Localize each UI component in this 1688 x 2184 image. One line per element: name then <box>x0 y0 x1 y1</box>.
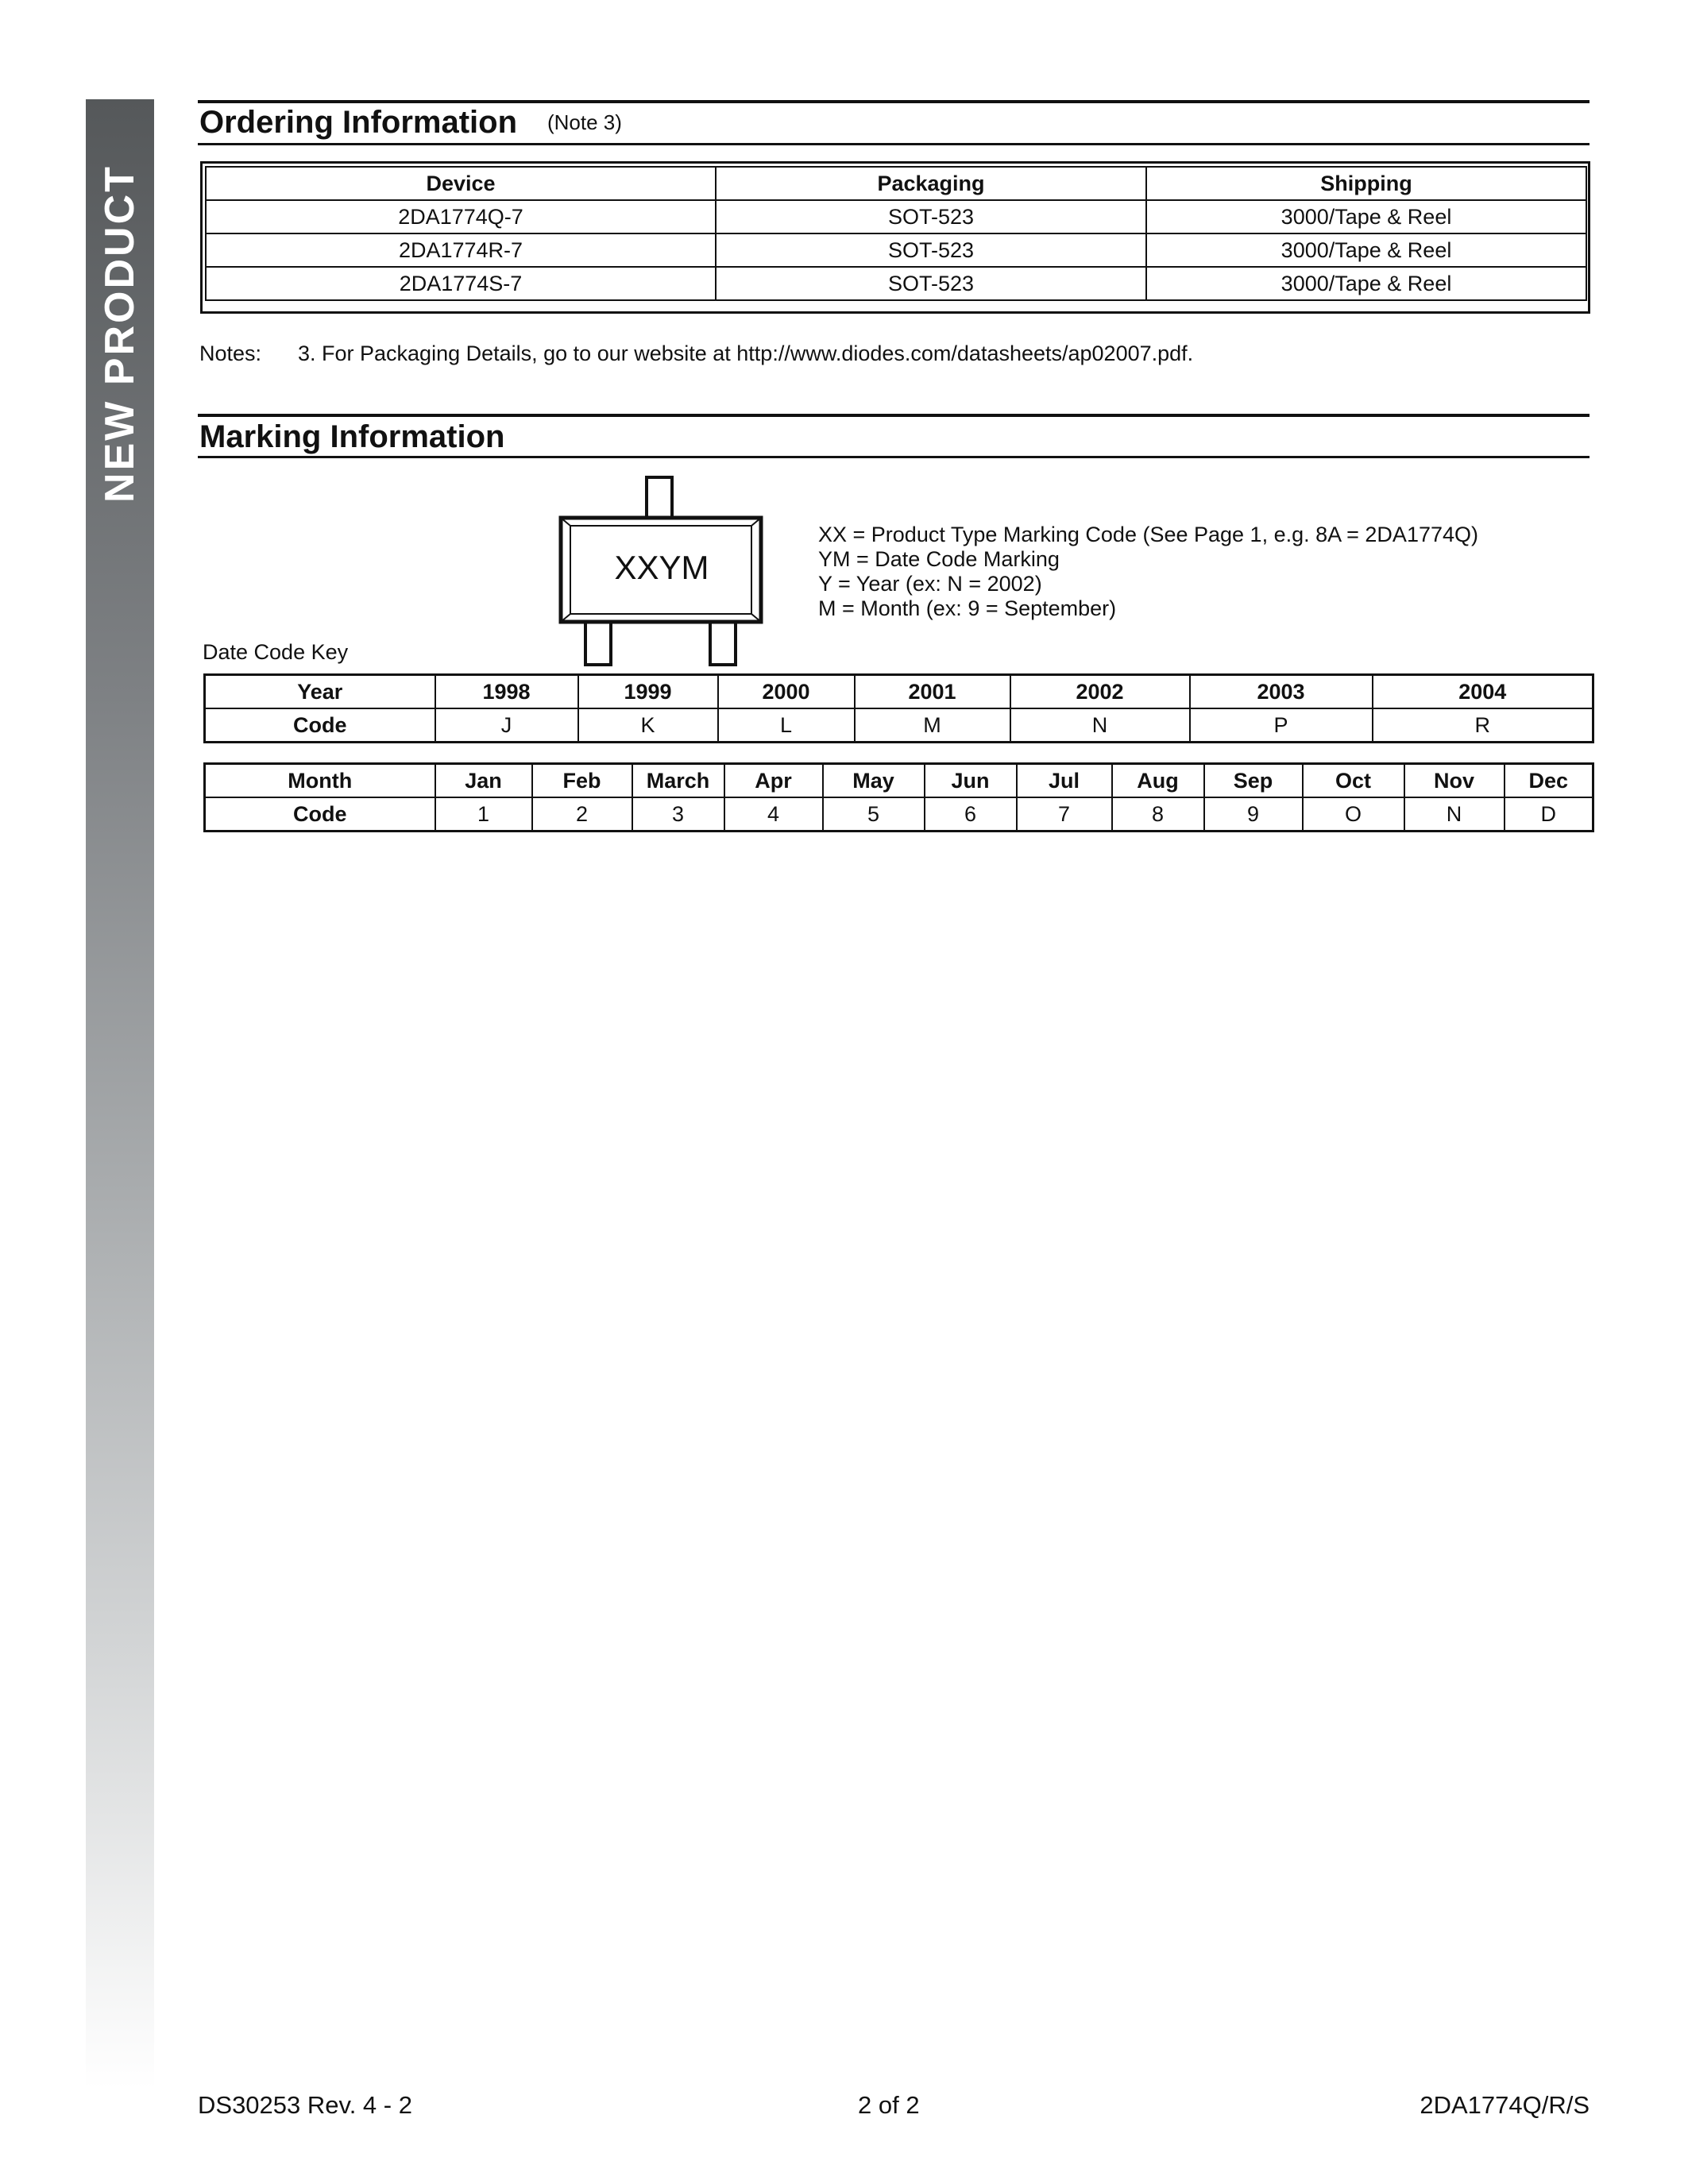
year-code-cell: J <box>435 708 578 743</box>
year-code-cell: R <box>1373 708 1593 743</box>
year-row <box>205 675 1593 709</box>
month-code-cell: N <box>1404 797 1505 832</box>
month-cell: Jul <box>1017 764 1112 798</box>
package-right-lead <box>710 622 736 665</box>
legend-line: YM = Date Code Marking <box>818 547 1060 571</box>
table-row <box>206 267 1586 300</box>
month-code-cell: 8 <box>1112 797 1204 832</box>
month-code-cell: 2 <box>532 797 632 832</box>
year-cell: 2001 <box>855 675 1010 709</box>
footer-part-number: 2DA1774Q/R/S <box>1420 2091 1590 2119</box>
marking-title: Marking Information <box>199 419 505 454</box>
packaging-cell: SOT-523 <box>716 267 1146 300</box>
ordering-top-rule <box>198 100 1590 103</box>
month-code-cell: 9 <box>1204 797 1303 832</box>
legend-line: XX = Product Type Marking Code (See Page 1, e.g. 8A = 2DA1774Q) <box>818 523 1479 546</box>
ordering-title: Ordering Information <box>199 105 517 140</box>
year-code-row <box>205 708 1593 743</box>
month-code-cell: 1 <box>435 797 532 832</box>
ordering-table <box>205 166 1587 301</box>
month-cell: Apr <box>724 764 823 798</box>
month-header: Month <box>205 764 435 798</box>
table-row <box>206 233 1586 267</box>
device-cell: 2DA1774Q-7 <box>206 200 716 233</box>
month-code-cell: 4 <box>724 797 823 832</box>
month-cell: Feb <box>532 764 632 798</box>
month-code-cell: 7 <box>1017 797 1112 832</box>
ordering-header-row <box>206 167 1586 200</box>
marking-bottom-rule <box>198 456 1590 458</box>
legend-line: M = Month (ex: 9 = September) <box>818 596 1117 620</box>
device-cell: 2DA1774S-7 <box>206 267 716 300</box>
notes-text: 3. For Packaging Details, go to our website at http://www.diodes.com/datasheets/ap02007.pdf. <box>298 341 1194 365</box>
year-code-cell: N <box>1010 708 1190 743</box>
month-code-cell: D <box>1505 797 1593 832</box>
year-cell: 1999 <box>578 675 718 709</box>
year-cell: 2000 <box>718 675 855 709</box>
notes-label: Notes: <box>199 341 262 365</box>
package-marking-code: XXYM <box>614 549 709 586</box>
package-top-lead <box>647 477 672 518</box>
shipping-cell: 3000/Tape & Reel <box>1146 267 1586 300</box>
footer-doc-id: DS30253 Rev. 4 - 2 <box>198 2091 412 2119</box>
month-row <box>205 764 1593 798</box>
month-cell: May <box>823 764 925 798</box>
month-code-cell: 6 <box>925 797 1017 832</box>
year-cell: 2002 <box>1010 675 1190 709</box>
year-cell: 2003 <box>1190 675 1373 709</box>
month-cell: Nov <box>1404 764 1505 798</box>
year-header: Year <box>205 675 435 709</box>
header-shipping: Shipping <box>1146 167 1586 200</box>
footer-page-number: 2 of 2 <box>858 2091 920 2119</box>
year-code-table <box>203 673 1594 743</box>
month-cell: Jan <box>435 764 532 798</box>
month-code-cell: O <box>1303 797 1404 832</box>
year-code-cell: K <box>578 708 718 743</box>
table-row <box>206 200 1586 233</box>
year-cell: 1998 <box>435 675 578 709</box>
month-cell: Jun <box>925 764 1017 798</box>
header-device: Device <box>206 167 716 200</box>
code-header: Code <box>205 797 435 832</box>
shipping-cell: 3000/Tape & Reel <box>1146 233 1586 267</box>
ordering-note-ref: (Note 3) <box>547 110 622 134</box>
legend-line: Y = Year (ex: N = 2002) <box>818 572 1042 596</box>
month-code-table <box>203 762 1594 832</box>
year-cell: 2004 <box>1373 675 1593 709</box>
ordering-bottom-rule <box>198 143 1590 145</box>
marking-top-rule <box>198 414 1590 417</box>
month-code-row <box>205 797 1593 832</box>
month-code-cell: 5 <box>823 797 925 832</box>
marking-legend <box>818 523 1478 621</box>
package-left-lead <box>585 622 611 665</box>
packaging-cell: SOT-523 <box>716 200 1146 233</box>
sot523-package-diagram <box>556 475 771 669</box>
month-cell: Sep <box>1204 764 1303 798</box>
device-cell: 2DA1774R-7 <box>206 233 716 267</box>
header-packaging: Packaging <box>716 167 1146 200</box>
month-cell: Oct <box>1303 764 1404 798</box>
year-code-cell: L <box>718 708 855 743</box>
year-code-cell: M <box>855 708 1010 743</box>
month-cell: Dec <box>1505 764 1593 798</box>
year-code-cell: P <box>1190 708 1373 743</box>
month-code-cell: 3 <box>632 797 724 832</box>
month-cell: Aug <box>1112 764 1204 798</box>
code-header: Code <box>205 708 435 743</box>
month-cell: March <box>632 764 724 798</box>
packaging-cell: SOT-523 <box>716 233 1146 267</box>
sidebar-label: NEW PRODUCT <box>97 164 143 503</box>
shipping-cell: 3000/Tape & Reel <box>1146 200 1586 233</box>
date-code-key-label: Date Code Key <box>203 640 349 664</box>
